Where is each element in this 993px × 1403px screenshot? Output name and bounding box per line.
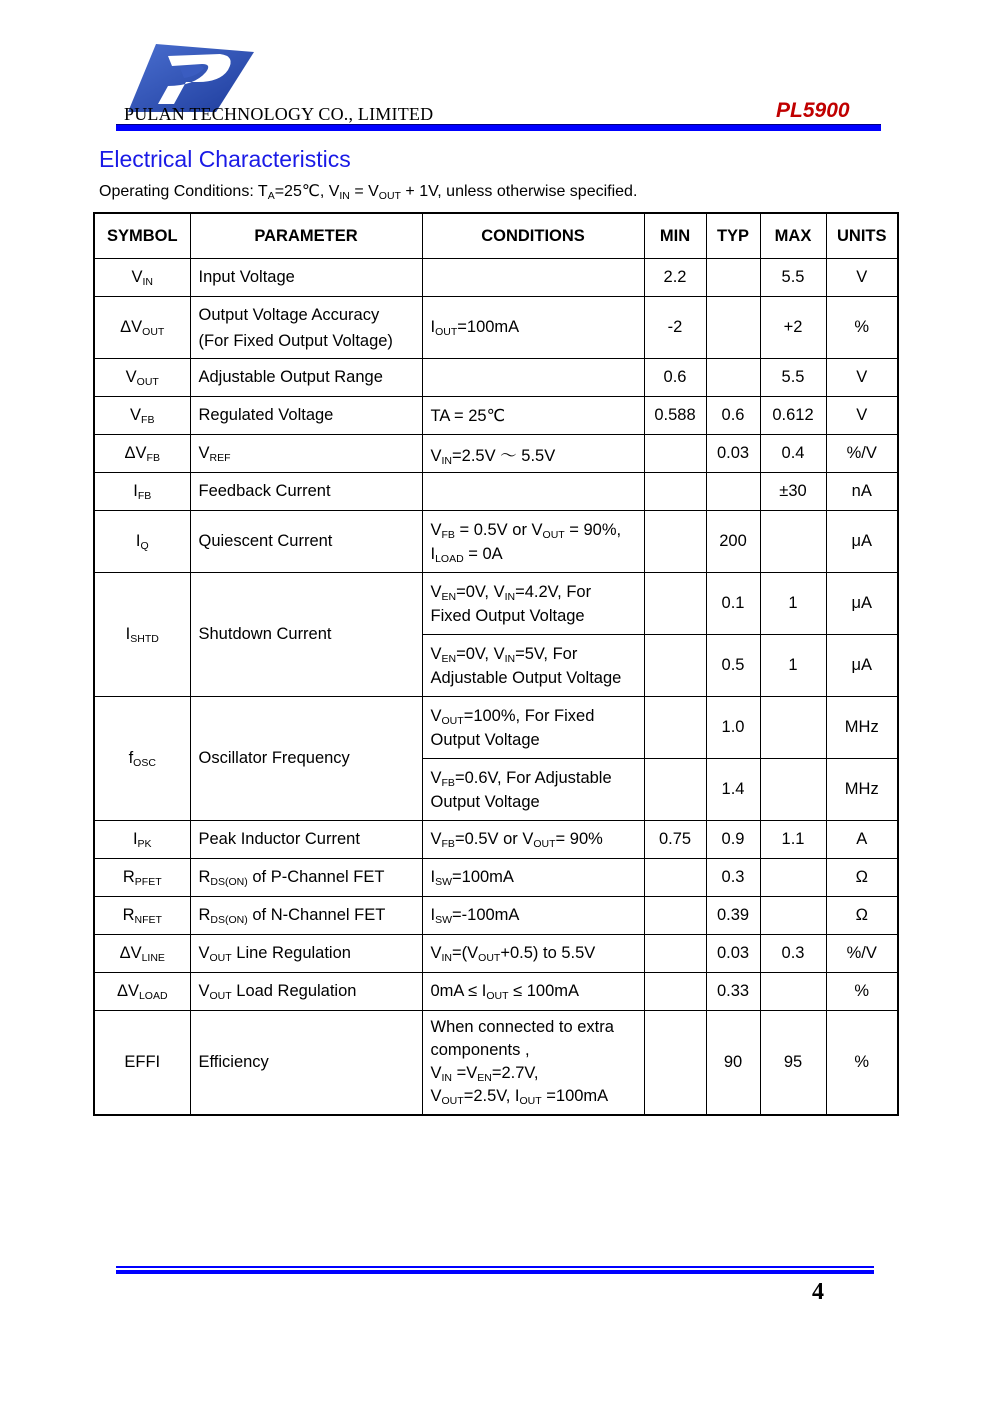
min-cell [644,435,706,473]
min-cell: 2.2 [644,259,706,297]
min-cell: 0.588 [644,397,706,435]
max-cell: 0.3 [760,935,826,973]
units-cell: μA [826,573,898,635]
table-row [94,573,898,635]
min-cell [644,935,706,973]
min-cell [644,697,706,759]
conditions-cell: When connected to extra components , $V_{IN} =V_{EN}=2.7V$, $V_{OUT}=2.5V$, $I_{OUT} =100mA$ [422,1011,644,1115]
table-row [94,473,898,511]
header-typ: TYP [706,213,760,259]
table-row [94,1011,898,1115]
table-row [94,259,898,297]
parameter-cell: $R_{DS(ON)}$ of P-Channel FET [190,859,422,897]
parameter-cell: Feedback Current [190,473,422,511]
units-cell: Ω [826,897,898,935]
max-cell: 5.5 [760,359,826,397]
symbol-cell: $I_Q$ [94,511,190,573]
symbol-cell: $f_{OSC}$ [94,697,190,821]
symbol-cell: $V_{OUT}$ [94,359,190,397]
units-cell: μA [826,635,898,697]
units-cell: V [826,259,898,297]
parameter-cell: Output Voltage Accuracy (For Fixed Output Voltage) [190,297,422,359]
max-cell: 0.4 [760,435,826,473]
table-row [94,697,898,759]
parameter-cell: Efficiency [190,1011,422,1115]
units-cell: V [826,397,898,435]
units-cell: %/V [826,435,898,473]
max-cell: 1.1 [760,821,826,859]
symbol-cell: $R_{NFET}$ [94,897,190,935]
min-cell [644,635,706,697]
parameter-cell: $R_{DS(ON)}$ of N-Channel FET [190,897,422,935]
operating-conditions: Operating Conditions: $T_A=25℃$, $V_{IN} = V_{OUT} + 1V$, unless otherwise specified. [99,183,638,202]
parameter-cell: $V_{OUT}$ Line Regulation [190,935,422,973]
max-cell: 5.5 [760,259,826,297]
conditions-cell: $V_{FB}=0.5V$ or $V_{OUT}= 90\%$ [422,821,644,859]
min-cell [644,511,706,573]
max-cell [760,697,826,759]
typ-cell: 0.9 [706,821,760,859]
symbol-cell: $\Delta V_{FB}$ [94,435,190,473]
typ-cell: 0.03 [706,935,760,973]
header-divider [116,125,881,131]
max-cell: 0.612 [760,397,826,435]
table-row [94,397,898,435]
page-number: 4 [812,1279,824,1305]
max-cell: 1 [760,635,826,697]
max-cell: ±30 [760,473,826,511]
typ-cell: 90 [706,1011,760,1115]
parameter-cell: Input Voltage [190,259,422,297]
conditions-cell: $I_{SW}=100mA$ [422,859,644,897]
typ-cell: 1.4 [706,759,760,821]
electrical-characteristics-table [93,212,899,1116]
conditions-cell: $V_{FB} = 0.5V$ or $V_{OUT} = 90\%$, $I_{LOAD} = 0A$ [422,511,644,573]
symbol-cell: $I_{SHTD}$ [94,573,190,697]
max-cell [760,897,826,935]
symbol-cell: $\Delta V_{LOAD}$ [94,973,190,1011]
table-row [94,897,898,935]
units-cell: μA [826,511,898,573]
table-row [94,297,898,359]
typ-cell: 0.6 [706,397,760,435]
typ-cell: 0.1 [706,573,760,635]
min-cell: 0.6 [644,359,706,397]
table-row [94,935,898,973]
section-title: Electrical Characteristics [99,146,351,172]
header-max: MAX [760,213,826,259]
min-cell: 0.75 [644,821,706,859]
min-cell [644,1011,706,1115]
symbol-cell: $\Delta V_{LINE}$ [94,935,190,973]
min-cell [644,897,706,935]
table-row [94,511,898,573]
typ-cell [706,473,760,511]
conditions-cell: $V_{EN}=0V$, $V_{IN}=4.2V$, For Fixed Output Voltage [422,573,644,635]
conditions-cell: $I_{SW}=-100mA$ [422,897,644,935]
units-cell: % [826,297,898,359]
table-header-row [94,213,898,259]
conditions-cell: TA = 25℃ [422,397,644,435]
max-cell [760,759,826,821]
typ-cell: 0.03 [706,435,760,473]
typ-cell [706,297,760,359]
parameter-cell: $V_{OUT}$ Load Regulation [190,973,422,1011]
min-cell: -2 [644,297,706,359]
min-cell [644,859,706,897]
min-cell [644,759,706,821]
conditions-cell [422,359,644,397]
conditions-cell: $V_{FB}=0.6V$, For Adjustable Output Voltage [422,759,644,821]
typ-cell: 200 [706,511,760,573]
max-cell [760,859,826,897]
max-cell: 95 [760,1011,826,1115]
typ-cell: 0.39 [706,897,760,935]
parameter-cell: $V_{REF}$ [190,435,422,473]
conditions-cell [422,473,644,511]
units-cell: MHz [826,697,898,759]
units-cell: MHz [826,759,898,821]
symbol-cell: $R_{PFET}$ [94,859,190,897]
conditions-cell [422,259,644,297]
symbol-cell: $V_{IN}$ [94,259,190,297]
min-cell [644,473,706,511]
pulan-logo-icon [128,42,258,112]
company-name: PULAN TECHNOLOGY CO., LIMITED [124,104,434,124]
units-cell: V [826,359,898,397]
conditions-cell: $I_{OUT}=100mA$ [422,297,644,359]
conditions-cell: $V_{IN}=(V_{OUT}+0.5)$ to 5.5V [422,935,644,973]
header-parameter: PARAMETER [190,213,422,259]
footer-divider [116,1270,874,1274]
parameter-cell: Peak Inductor Current [190,821,422,859]
max-cell [760,973,826,1011]
parameter-cell: Quiescent Current [190,511,422,573]
max-cell: 1 [760,573,826,635]
units-cell: % [826,973,898,1011]
typ-cell: 1.0 [706,697,760,759]
header-symbol: SYMBOL [94,213,190,259]
symbol-cell: $\Delta V_{OUT}$ [94,297,190,359]
typ-cell [706,259,760,297]
symbol-cell: $I_{FB}$ [94,473,190,511]
units-cell: nA [826,473,898,511]
parameter-cell: Oscillator Frequency [190,697,422,821]
typ-cell [706,359,760,397]
part-number: PL5900 [776,99,850,122]
table-row [94,435,898,473]
min-cell [644,573,706,635]
table-row [94,359,898,397]
symbol-cell: $V_{FB}$ [94,397,190,435]
units-cell: Ω [826,859,898,897]
parameter-cell: Regulated Voltage [190,397,422,435]
units-cell: %/V [826,935,898,973]
symbol-cell: EFFI [94,1011,190,1115]
conditions-cell: $V_{OUT}=100\%$, For Fixed Output Voltage [422,697,644,759]
max-cell [760,511,826,573]
footer-divider-thin [116,1266,874,1268]
conditions-cell: $V_{EN}=0V$, $V_{IN}=5V$, For Adjustable Output Voltage [422,635,644,697]
table-row [94,821,898,859]
max-cell: +2 [760,297,826,359]
typ-cell: 0.33 [706,973,760,1011]
header-units: UNITS [826,213,898,259]
units-cell: A [826,821,898,859]
table-row [94,859,898,897]
conditions-cell: $V_{IN}=2.5V$ ～ 5.5V [422,435,644,473]
parameter-cell: Shutdown Current [190,573,422,697]
header-conditions: CONDITIONS [422,213,644,259]
header-min: MIN [644,213,706,259]
typ-cell: 0.5 [706,635,760,697]
table-row [94,973,898,1011]
units-cell: % [826,1011,898,1115]
conditions-cell: $0mA \le I_{OUT} \le 100mA$ [422,973,644,1011]
parameter-cell: Adjustable Output Range [190,359,422,397]
typ-cell: 0.3 [706,859,760,897]
symbol-cell: $I_{PK}$ [94,821,190,859]
min-cell [644,973,706,1011]
